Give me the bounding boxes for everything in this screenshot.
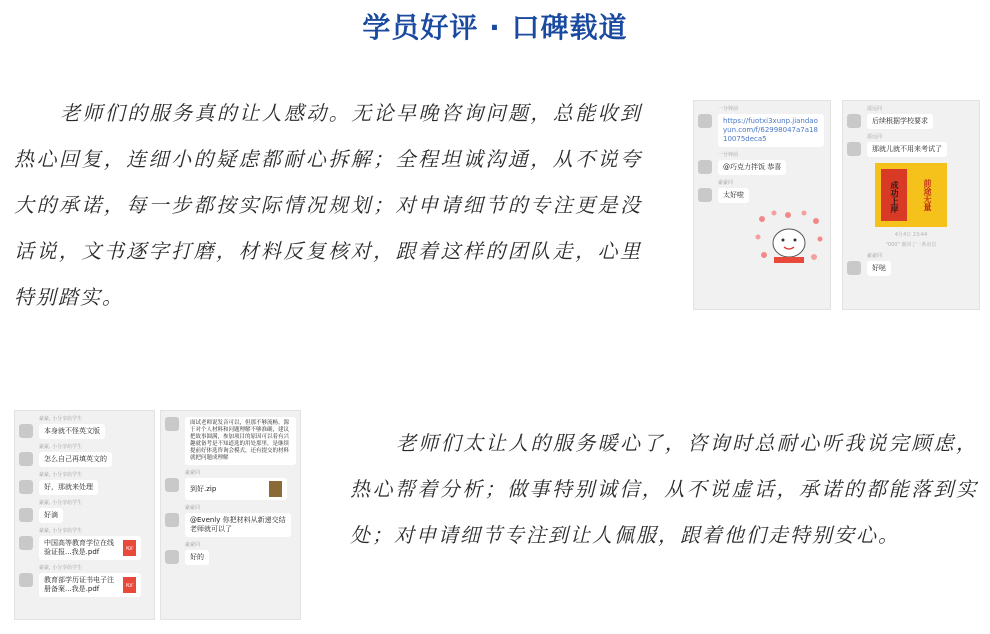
celebration-sticker-icon	[754, 209, 824, 265]
chat-message	[19, 452, 150, 467]
chat-screenshot-4	[160, 410, 301, 620]
review-text-1: 老师们的服务真的让人感动。无论早晚咨询问题，总能收到热心回复，连细小的疑虑都耐心拆解；全程坦诚沟通，从不说夸大的承诺，每一步都按实际情况规划；对申请细节的专注更是没话说，文书逐字打磨，材料反复核对，跟着这样的团队走，心里特别踏实。	[14, 101, 642, 309]
poster-text-red: 成功上岸	[881, 169, 907, 221]
chat-bubble: 怎么自己再填英文的	[39, 452, 112, 467]
chat-bubble: 那就儿就不用来考试了	[867, 142, 947, 157]
avatar	[165, 417, 179, 431]
avatar	[698, 114, 712, 128]
avatar	[19, 424, 33, 438]
chat-bubble: 后续根据学校要求	[867, 114, 933, 129]
chat-message	[847, 142, 975, 157]
avatar	[19, 452, 33, 466]
review-text-2: 老师们太让人的服务暖心了，咨询时总耐心听我说完顾虑，热心帮着分析；做事特别诚信，从不说虚话，承诺的都能落到实处；对申请细节专注到让人佩服，跟着他们走特别安心。	[350, 431, 978, 547]
chat-bubble: 面试老师说发音可以，但那不够流畅。源于对个人材料和问题理解不够准确，建议把故事圆满，参加项目的原因可以着有兴趣就备考是不知道选的用处那里，是继续提前好体选咨询会模式，还有提交的材料就把问题成理解	[185, 417, 296, 465]
pdf-file-icon: PDF	[123, 577, 136, 593]
chat-meta: 豪豪, 小分享给学生	[39, 416, 83, 422]
file-name: 到好.zip	[190, 484, 217, 493]
chat-message	[165, 478, 296, 500]
chat-meta: 豪豪, 小分享给学生	[39, 472, 83, 478]
congrats-poster	[875, 163, 947, 227]
chat-bubble: 好，那就来处理	[39, 480, 98, 495]
chat-meta: 豪豪同	[185, 470, 201, 476]
chat-meta: 豪豪同	[185, 505, 201, 511]
pdf-file-icon: PDF	[123, 540, 136, 556]
avatar	[19, 508, 33, 522]
chat-message	[19, 480, 150, 495]
avatar	[19, 536, 33, 550]
chat-link: https://fuotxi3xunp.jiandaoyun.com/f/62998047a7a1810075deca5	[718, 114, 824, 147]
chat-meta: 豪豪, 小分享给学生	[39, 565, 83, 571]
chat-message	[165, 550, 296, 565]
chat-meta: 豪豪, 小分享给学生	[39, 500, 83, 506]
chat-bubble: @巧克力拌饭 恭喜	[718, 160, 786, 175]
chat-meta: 遥远同	[867, 106, 883, 112]
chat-meta: 豪豪同	[185, 542, 201, 548]
chat-message	[165, 513, 296, 537]
chat-bubble: 好的	[185, 550, 209, 565]
chat-message	[19, 424, 150, 439]
chat-bubble: 本身就不怪英文版	[39, 424, 105, 439]
chat-meta: 遥远同	[867, 134, 883, 140]
chat-meta: 豪豪同	[718, 180, 734, 186]
chat-bubble: @Evenly 你把材料从新递交结老师就可以了	[185, 513, 291, 537]
avatar	[165, 513, 179, 527]
page-title: 学员好评 · 口碑载道	[362, 11, 628, 44]
chat-message	[698, 160, 826, 175]
poster-text-gold: 前途无量	[923, 179, 932, 211]
file-attachment	[39, 536, 141, 560]
file-attachment	[185, 478, 287, 500]
chat-meta: 豪豪, 小分享给学生	[39, 444, 83, 450]
avatar	[698, 188, 712, 202]
chat-message	[698, 114, 826, 147]
chat-message	[19, 508, 150, 523]
chat-timestamp: 4月4日 23:44	[894, 232, 928, 238]
chat-meta: 豪豪, 小分享给学生	[39, 528, 83, 534]
chat-message	[847, 114, 975, 129]
avatar	[165, 478, 179, 492]
avatar	[19, 480, 33, 494]
chat-screenshot-2	[842, 100, 980, 310]
recall-notice: "000" 撤回了一条消息	[885, 242, 937, 248]
chat-meta: 豪豪同	[867, 253, 883, 259]
chat-message	[19, 536, 150, 560]
chat-message	[847, 261, 975, 276]
avatar	[698, 160, 712, 174]
chat-meta: 一分钟前	[718, 106, 739, 112]
avatar	[847, 261, 861, 275]
chat-bubble: 好哒	[867, 261, 891, 276]
chat-bubble: 太好啦	[718, 188, 749, 203]
chat-message	[165, 417, 296, 465]
file-name: 教育部学历证书电子注册备案...我是.pdf	[44, 576, 114, 593]
zip-file-icon	[269, 481, 282, 497]
chat-message	[19, 573, 150, 597]
chat-meta: 一分钟前	[718, 152, 739, 158]
chat-bubble: 好滴	[39, 508, 63, 523]
chat-screenshot-3	[14, 410, 155, 620]
avatar	[19, 573, 33, 587]
chat-message	[698, 188, 826, 203]
chat-screenshot-1	[693, 100, 831, 310]
file-attachment	[39, 573, 141, 597]
avatar	[847, 142, 861, 156]
avatar	[165, 550, 179, 564]
avatar	[847, 114, 861, 128]
file-name: 中国高等教育学位在线验证报...我是.pdf	[44, 539, 114, 556]
